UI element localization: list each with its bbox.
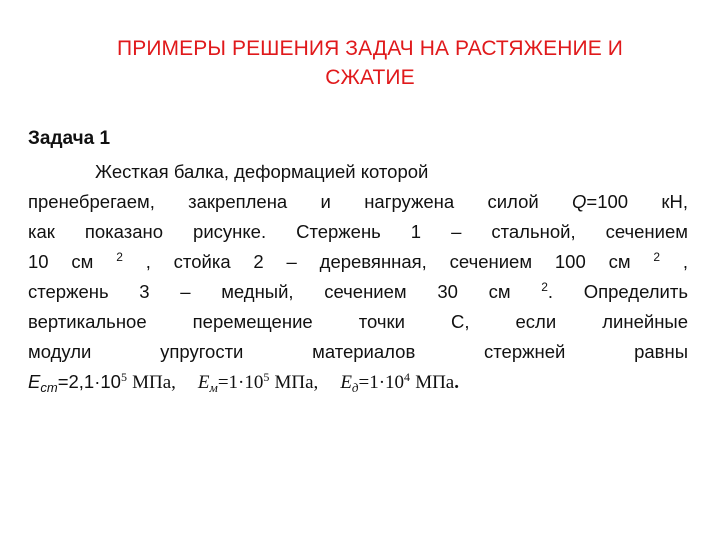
exponent: 2	[116, 250, 123, 264]
problem-text: пренебрегаем, закреплена и нагружена силой	[28, 191, 539, 212]
modulus-copper-exponent: 5	[263, 370, 270, 384]
modulus-steel-value: =2,1·10	[57, 371, 121, 392]
problem-line-1	[28, 157, 688, 187]
problem-line-8	[28, 367, 688, 397]
problem-line-5	[28, 277, 688, 307]
force-value: =100 кН,	[586, 191, 688, 212]
problem-text: . Определить	[547, 281, 689, 302]
modulus-wood-exponent: 4	[404, 370, 411, 384]
modulus-wood-unit: МПа	[415, 372, 455, 393]
modulus-wood-symbol: E	[340, 372, 352, 393]
problem-text: модули упругости материалов стержней равны	[28, 341, 688, 362]
end-mark: .	[454, 372, 459, 393]
slide-title-line-1: ПРИМЕРЫ РЕШЕНИЯ ЗАДАЧ НА РАСТЯЖЕНИЕ И	[117, 37, 623, 60]
problem-line-4	[28, 247, 688, 277]
modulus-steel-symbol: E	[28, 371, 41, 392]
problem-text: , стойка 2 – деревянная, сечением 100 см	[145, 251, 631, 272]
modulus-steel-exponent: 5	[120, 370, 127, 384]
modulus-copper-unit: МПа,	[274, 372, 319, 393]
modulus-wood-subscript: д	[351, 380, 359, 395]
problem-line-7	[28, 337, 688, 367]
modulus-copper-symbol: E	[197, 372, 210, 393]
problem-text: Жесткая балка, деформацией которой	[95, 161, 429, 182]
area-steel: 10 см	[28, 251, 94, 272]
problem-line-6	[28, 307, 688, 337]
exponent: 2	[541, 280, 548, 294]
force-symbol: Q	[572, 191, 587, 212]
modulus-steel-unit: МПа,	[132, 372, 176, 393]
exponent: 2	[653, 250, 661, 264]
problem-body	[28, 157, 688, 397]
slide-title-line-2: СЖАТИЕ	[325, 66, 415, 89]
problem-text: вертикальное перемещение точки С, если линейные	[28, 311, 688, 332]
problem-line-2	[28, 187, 688, 217]
problem-text: как показано рисунке. Стержень 1 – стальной, сечением	[28, 221, 688, 242]
modulus-copper-value: =1·10	[217, 372, 264, 393]
modulus-wood-value: =1·10	[358, 372, 405, 393]
problem-line-3	[28, 217, 688, 247]
problem-heading: Задача 1	[28, 128, 111, 149]
modulus-copper-subscript: м	[209, 380, 218, 395]
slide-title	[60, 34, 680, 92]
problem-text: ,	[682, 251, 689, 272]
problem-text: стержень 3 – медный, сечением 30 см	[28, 281, 511, 302]
modulus-steel-subscript: ст	[40, 380, 58, 395]
